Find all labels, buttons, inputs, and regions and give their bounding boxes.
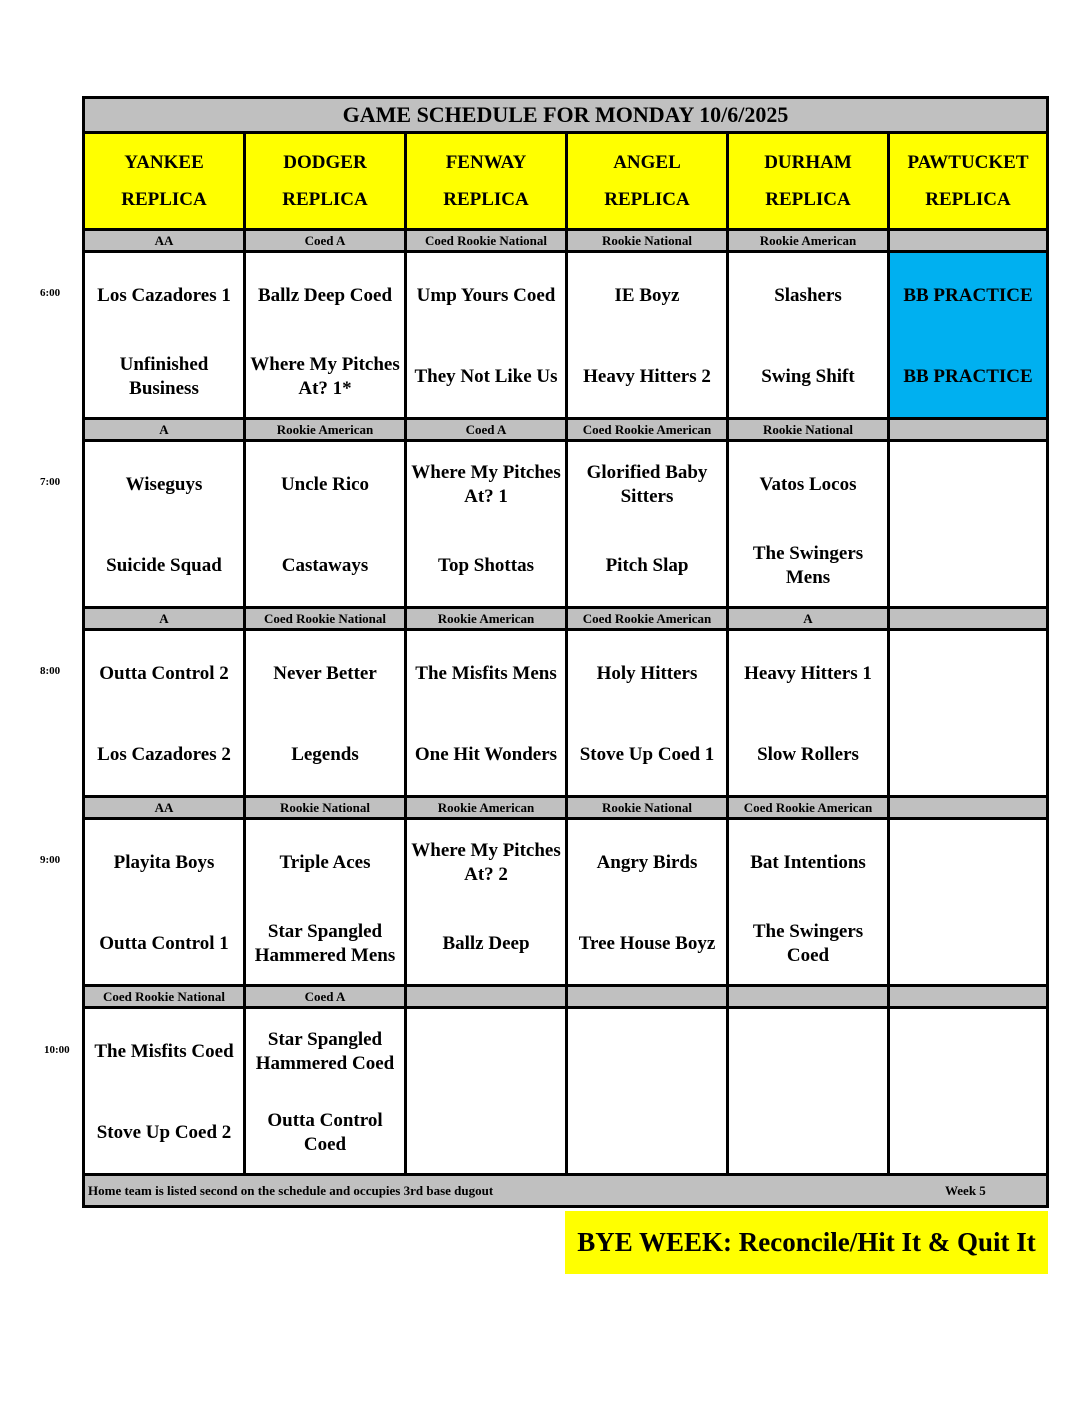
- away-team: Los Cazadores 1: [97, 284, 231, 306]
- away-team: [890, 820, 1046, 903]
- game-cell: [246, 820, 407, 984]
- division-label: Rookie National: [568, 798, 729, 817]
- division-label: [890, 231, 1046, 250]
- game-cell: [568, 631, 729, 795]
- field-subname: REPLICA: [925, 189, 1011, 210]
- division-label: Rookie National: [729, 420, 890, 439]
- practice-cell: [890, 253, 1046, 417]
- division-label: Coed Rookie National: [246, 609, 407, 628]
- game-cell: [729, 253, 890, 417]
- home-team: Legends: [291, 743, 359, 765]
- away-team: Where My Pitches At? 1: [411, 461, 561, 507]
- home-team: Where My Pitches At? 1*: [250, 353, 400, 399]
- away-team: Playita Boys: [113, 851, 215, 873]
- home-team-note: Home team is listed second on the schedule and occupies 3rd base dugout: [88, 1183, 494, 1198]
- away-team: [568, 1009, 726, 1092]
- week-label: Week 5: [945, 1183, 986, 1198]
- game-row-10: [85, 1009, 1046, 1176]
- away-team: Heavy Hitters 1: [744, 662, 872, 684]
- home-team: Outta Control Coed: [267, 1109, 383, 1155]
- home-team: [890, 1092, 1046, 1173]
- home-team: [890, 903, 1046, 984]
- away-team: [890, 631, 1046, 714]
- game-cell: [729, 631, 890, 795]
- game-cell: [568, 1009, 729, 1173]
- division-label: Rookie American: [407, 609, 568, 628]
- away-team: Slashers: [774, 284, 842, 306]
- away-team: Never Better: [273, 662, 377, 684]
- division-label: Rookie American: [246, 420, 407, 439]
- game-cell: [407, 442, 568, 606]
- game-cell: [85, 1009, 246, 1173]
- home-team: Outta Control 1: [99, 932, 229, 954]
- game-row-6: [85, 253, 1046, 420]
- away-team: Ballz Deep Coed: [257, 284, 393, 306]
- division-label: [890, 609, 1046, 628]
- division-row-10: [85, 987, 1046, 1009]
- schedule-table: [82, 96, 1049, 1208]
- division-label: Coed Rookie National: [407, 231, 568, 250]
- game-cell: [890, 442, 1046, 606]
- field-name: YANKEE: [124, 152, 204, 173]
- away-team: The Misfits Mens: [415, 662, 557, 684]
- away-team: Angry Birds: [596, 851, 698, 873]
- home-team: Los Cazadores 2: [97, 743, 231, 765]
- division-label: Coed A: [246, 231, 407, 250]
- home-team: Star Spangled Hammered Mens: [254, 920, 396, 966]
- field-name: PAWTUCKET: [907, 152, 1029, 173]
- time-label-8: 8:00: [40, 665, 61, 677]
- away-team: Ump Yours Coed: [416, 284, 556, 306]
- away-team: Vatos Locos: [759, 473, 857, 495]
- time-label-7: 7:00: [40, 476, 61, 488]
- field-durham: [729, 134, 890, 228]
- division-label: [407, 987, 568, 1006]
- game-cell: [246, 1009, 407, 1173]
- game-cell: [85, 442, 246, 606]
- practice-label: BB PRACTICE: [903, 284, 1033, 306]
- home-team: Tree House Boyz: [578, 932, 716, 954]
- field-angel: [568, 134, 729, 228]
- division-label: Rookie American: [729, 231, 890, 250]
- schedule-title: GAME SCHEDULE FOR MONDAY 10/6/2025: [85, 99, 1046, 134]
- away-team: Bat Intentions: [750, 851, 866, 873]
- division-label: [890, 420, 1046, 439]
- home-team: Swing Shift: [761, 365, 855, 387]
- home-team: Stove Up Coed 2: [96, 1121, 232, 1143]
- home-team: [890, 525, 1046, 606]
- home-team: [568, 1092, 726, 1173]
- away-team: Where My Pitches At? 2: [411, 839, 561, 885]
- division-row-9: [85, 798, 1046, 820]
- bye-week-banner: BYE WEEK: Reconcile/Hit It & Quit It: [565, 1211, 1048, 1274]
- home-team: [890, 714, 1046, 795]
- away-team: Star Spangled Hammered Coed: [255, 1028, 395, 1074]
- home-team: One Hit Wonders: [414, 743, 558, 765]
- game-row-7: [85, 442, 1046, 609]
- away-team: Wiseguys: [125, 473, 203, 495]
- home-team: [407, 1092, 565, 1173]
- field-pawtucket: [890, 134, 1046, 228]
- division-label: A: [729, 609, 890, 628]
- game-cell: [407, 1009, 568, 1173]
- game-cell: [729, 1009, 890, 1173]
- division-label: [568, 987, 729, 1006]
- home-team: The Swingers Coed: [752, 920, 864, 966]
- game-cell: [568, 442, 729, 606]
- game-cell: [246, 442, 407, 606]
- division-label: Coed A: [246, 987, 407, 1006]
- away-team: Triple Aces: [279, 851, 371, 873]
- game-row-9: [85, 820, 1046, 987]
- field-header-row: [85, 134, 1046, 231]
- field-subname: REPLICA: [604, 189, 690, 210]
- division-label: [729, 987, 890, 1006]
- game-cell: [729, 820, 890, 984]
- division-label: Rookie American: [407, 798, 568, 817]
- game-cell: [407, 820, 568, 984]
- game-row-8: [85, 631, 1046, 798]
- away-team: Uncle Rico: [280, 473, 370, 495]
- division-row-6: [85, 231, 1046, 253]
- home-team: Ballz Deep: [442, 932, 530, 954]
- field-subname: REPLICA: [443, 189, 529, 210]
- home-team: Pitch Slap: [605, 554, 689, 576]
- home-team: The Swingers Mens: [752, 542, 864, 588]
- game-cell: [85, 253, 246, 417]
- game-cell: [890, 631, 1046, 795]
- division-label: Rookie National: [246, 798, 407, 817]
- practice-label: BB PRACTICE: [903, 365, 1033, 387]
- home-team: [729, 1092, 887, 1173]
- division-label: Rookie National: [568, 231, 729, 250]
- division-label: Coed Rookie American: [729, 798, 890, 817]
- away-team: [890, 1009, 1046, 1092]
- game-cell: [85, 820, 246, 984]
- away-team: Outta Control 2: [99, 662, 229, 684]
- division-label: Coed Rookie National: [85, 987, 246, 1006]
- game-cell: [407, 253, 568, 417]
- home-team: Castaways: [281, 554, 369, 576]
- home-team: Slow Rollers: [757, 743, 859, 765]
- game-cell: [568, 253, 729, 417]
- game-cell: [890, 820, 1046, 984]
- game-cell: [246, 631, 407, 795]
- home-team: Heavy Hitters 2: [583, 365, 711, 387]
- game-cell: [407, 631, 568, 795]
- field-yankee: [85, 134, 246, 228]
- game-cell: [85, 631, 246, 795]
- away-team: The Misfits Coed: [94, 1040, 234, 1062]
- division-label: Coed Rookie American: [568, 420, 729, 439]
- division-label: [890, 798, 1046, 817]
- field-subname: REPLICA: [282, 189, 368, 210]
- field-name: FENWAY: [445, 152, 527, 173]
- game-cell: [890, 1009, 1046, 1173]
- home-team: Stove Up Coed 1: [579, 743, 715, 765]
- field-name: ANGEL: [613, 152, 681, 173]
- game-cell: [729, 442, 890, 606]
- division-label: Coed Rookie American: [568, 609, 729, 628]
- division-row-8: [85, 609, 1046, 631]
- time-label-6: 6:00: [40, 287, 61, 299]
- time-label-10: 10:00: [44, 1044, 70, 1056]
- division-label: AA: [85, 231, 246, 250]
- division-label: A: [85, 609, 246, 628]
- field-fenway: [407, 134, 568, 228]
- field-subname: REPLICA: [121, 189, 207, 210]
- away-team: Glorified Baby Sitters: [586, 461, 708, 507]
- division-label: A: [85, 420, 246, 439]
- division-row-7: [85, 420, 1046, 442]
- time-label-9: 9:00: [40, 854, 61, 866]
- away-team: [890, 442, 1046, 525]
- home-team: They Not Like Us: [414, 365, 558, 387]
- home-team: Unfinished Business: [119, 353, 209, 399]
- game-cell: [568, 820, 729, 984]
- away-team: Holy Hitters: [596, 662, 698, 684]
- home-team: Top Shottas: [438, 554, 534, 576]
- field-subname: REPLICA: [765, 189, 851, 210]
- away-team: [407, 1009, 565, 1092]
- away-team: [729, 1009, 887, 1092]
- field-dodger: [246, 134, 407, 228]
- division-label: AA: [85, 798, 246, 817]
- game-cell: [246, 253, 407, 417]
- division-label: Coed A: [407, 420, 568, 439]
- away-team: IE Boyz: [614, 284, 680, 306]
- field-name: DODGER: [283, 152, 367, 173]
- field-name: DURHAM: [764, 152, 852, 173]
- division-label: [890, 987, 1046, 1006]
- schedule-footer: [85, 1176, 1046, 1205]
- home-team: Suicide Squad: [106, 554, 222, 576]
